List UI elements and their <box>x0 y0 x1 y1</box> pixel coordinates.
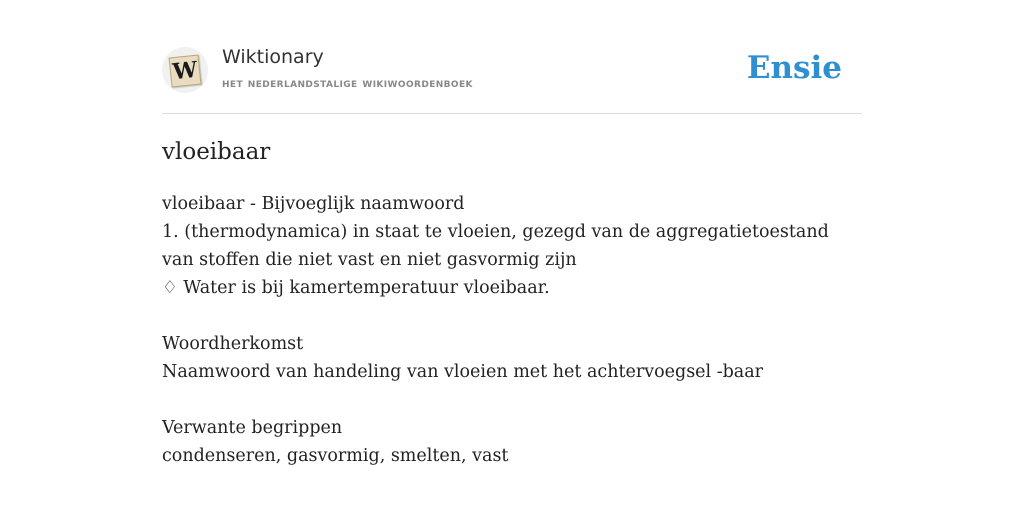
spacer <box>162 386 862 414</box>
definition-text: 1. (thermodynamica) in staat te vloeien, gezegd van de aggregatietoestand van stoffen die niet vast en niet gasvormig zijn <box>162 222 829 270</box>
logo-letter: W <box>171 56 199 86</box>
site-name[interactable]: Wiktionary <box>222 46 324 68</box>
part-of-speech-line: vloeibaar - Bijvoeglijk naamwoord <box>162 194 465 214</box>
site-tagline: het nederlandstalige wikiwoordenboek <box>222 75 473 90</box>
example-sentence: ♢ Water is bij kamertemperatuur vloeibaar. <box>162 278 550 298</box>
site-header <box>162 0 862 114</box>
etymology-heading: Woordherkomst <box>162 334 304 354</box>
related-terms-text: condenseren, gasvormig, smelten, vast <box>162 446 509 466</box>
page-container <box>162 0 862 466</box>
related-terms-heading: Verwante begrippen <box>162 418 343 438</box>
ensie-brand-link[interactable]: Ensie <box>746 50 842 86</box>
etymology-text: Naamwoord van handeling van vloeien met het achtervoegsel -baar <box>162 362 764 382</box>
entry-content <box>162 190 862 470</box>
page-title: vloeibaar <box>162 139 271 165</box>
spacer <box>162 302 862 330</box>
logo-tile <box>169 55 202 88</box>
wiktionary-logo-icon[interactable] <box>162 47 208 93</box>
